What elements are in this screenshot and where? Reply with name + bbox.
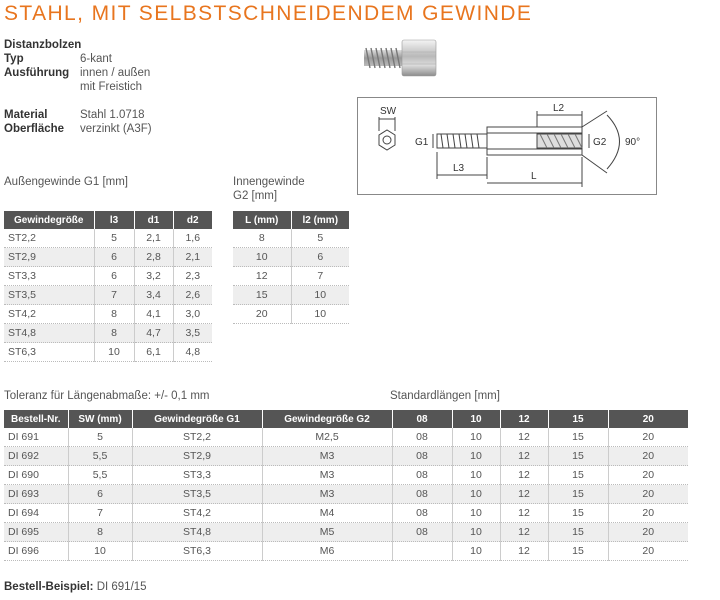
table-cell: 1,6: [173, 229, 212, 248]
table-row: [4, 267, 212, 286]
hex-body: [402, 40, 436, 76]
table-cell: 8: [94, 324, 134, 343]
table-cell: 10: [452, 447, 500, 466]
table-cell: 10: [291, 305, 349, 324]
table-cell: 4,8: [173, 343, 212, 362]
table-row: [4, 343, 212, 362]
spec-row: [4, 52, 204, 66]
order-table: [4, 410, 688, 561]
table-cell: DI 696: [4, 542, 68, 561]
table-cell: M2,5: [262, 428, 392, 447]
table-cell: ST3,3: [132, 466, 262, 485]
technical-drawing: [357, 97, 657, 195]
table-cell: 20: [233, 305, 291, 324]
table-cell: 10: [452, 428, 500, 447]
table-cell: 10: [452, 542, 500, 561]
spec-key: Oberfläche: [4, 123, 65, 135]
table-cell: M5: [262, 523, 392, 542]
table-header-row: [4, 211, 212, 229]
product-image: [360, 34, 440, 84]
table2-caption-line2: G2 [mm]: [233, 190, 278, 202]
column-header: 20: [608, 410, 688, 428]
table-cell: DI 695: [4, 523, 68, 542]
table-cell: ST2,2: [132, 428, 262, 447]
table-cell: M6: [262, 542, 392, 561]
table-row: [233, 267, 349, 286]
table-cell: 10: [68, 542, 132, 561]
column-header: d1: [134, 211, 173, 229]
label-g2: G2: [593, 137, 607, 148]
table-cell: [392, 542, 452, 561]
table-cell: 15: [548, 428, 608, 447]
table-header-row: [4, 410, 688, 428]
table-cell: 5,5: [68, 447, 132, 466]
column-header: l2 (mm): [291, 211, 349, 229]
table-cell: ST2,2: [4, 229, 94, 248]
table-cell: ST3,3: [4, 267, 94, 286]
table-row: [233, 229, 349, 248]
table-cell: ST3,5: [132, 485, 262, 504]
table-cell: M3: [262, 466, 392, 485]
table-cell: 8: [68, 523, 132, 542]
table-cell: 08: [392, 447, 452, 466]
spec-value: innen / außen: [80, 67, 151, 79]
table-cell: ST4,8: [4, 324, 94, 343]
spec-row: [4, 66, 204, 80]
table-cell: 15: [548, 523, 608, 542]
table-cell: 12: [500, 504, 548, 523]
table-cell: ST2,9: [132, 447, 262, 466]
table-cell: 20: [608, 447, 688, 466]
column-header: 15: [548, 410, 608, 428]
table-cell: 6: [291, 248, 349, 267]
table-row: [4, 324, 212, 343]
table-cell: DI 690: [4, 466, 68, 485]
table-cell: ST3,5: [4, 286, 94, 305]
table-cell: DI 693: [4, 485, 68, 504]
table-cell: 08: [392, 504, 452, 523]
table-row: [233, 248, 349, 267]
table-cell: ST2,9: [4, 248, 94, 267]
table-cell: 20: [608, 428, 688, 447]
table-cell: ST4,8: [132, 523, 262, 542]
table-cell: ST6,3: [4, 343, 94, 362]
table-cell: 08: [392, 523, 452, 542]
table-row: [4, 428, 688, 447]
spec-row: [4, 38, 204, 52]
spec-key: Ausführung: [4, 67, 70, 79]
table-cell: 8: [94, 305, 134, 324]
table1-caption: Außengewinde G1 [mm]: [4, 176, 129, 188]
label-angle: 90°: [625, 137, 641, 148]
spec-row: [4, 122, 204, 136]
table-cell: 5: [68, 428, 132, 447]
external-thread-table: [4, 211, 212, 362]
table-row: [233, 286, 349, 305]
table-cell: 12: [233, 267, 291, 286]
column-header: 12: [500, 410, 548, 428]
column-header: L (mm): [233, 211, 291, 229]
spec-row: [4, 108, 204, 122]
table-row: [233, 305, 349, 324]
table-cell: 5,5: [68, 466, 132, 485]
page-title: STAHL, MIT SELBSTSCHNEIDENDEM GEWINDE: [4, 2, 533, 25]
table-cell: DI 694: [4, 504, 68, 523]
spec-value: 6-kant: [80, 53, 112, 65]
label-sw: SW: [380, 106, 397, 117]
table-cell: DI 692: [4, 447, 68, 466]
table-row: [4, 229, 212, 248]
table-cell: 7: [94, 286, 134, 305]
table-cell: 12: [500, 466, 548, 485]
table-row: [4, 447, 688, 466]
spec-block: [4, 38, 204, 138]
spec-value: mit Freistich: [80, 81, 142, 93]
spec-key: Distanzbolzen: [4, 39, 82, 51]
table-cell: 3,0: [173, 305, 212, 324]
table-cell: DI 691: [4, 428, 68, 447]
label-l2: L2: [553, 103, 565, 114]
table-header-row: [233, 211, 349, 229]
table-cell: 7: [68, 504, 132, 523]
table-cell: 2,6: [173, 286, 212, 305]
table-row: [4, 542, 688, 561]
table-row: [4, 248, 212, 267]
column-header: Gewindegröße G1: [132, 410, 262, 428]
order-example: [4, 581, 147, 593]
table-cell: 12: [500, 428, 548, 447]
table-cell: 3,2: [134, 267, 173, 286]
table-cell: 2,1: [173, 248, 212, 267]
table-cell: M3: [262, 485, 392, 504]
table-cell: 5: [94, 229, 134, 248]
column-header: Gewindegröße G2: [262, 410, 392, 428]
table-cell: 10: [233, 248, 291, 267]
table-cell: 10: [452, 485, 500, 504]
table-cell: 10: [94, 343, 134, 362]
column-header: 10: [452, 410, 500, 428]
table-cell: 6,1: [134, 343, 173, 362]
label-g1: G1: [415, 137, 429, 148]
table-cell: 5: [291, 229, 349, 248]
table-cell: 6: [68, 485, 132, 504]
column-header: d2: [173, 211, 212, 229]
table-cell: 15: [548, 447, 608, 466]
table-row: [4, 523, 688, 542]
table-cell: 08: [392, 466, 452, 485]
table-cell: 2,8: [134, 248, 173, 267]
table-cell: 20: [608, 523, 688, 542]
table-cell: 20: [608, 485, 688, 504]
table-cell: M4: [262, 504, 392, 523]
table-cell: 2,1: [134, 229, 173, 248]
table-cell: 4,1: [134, 305, 173, 324]
table-cell: 15: [548, 466, 608, 485]
spec-value: verzinkt (A3F): [80, 123, 152, 135]
table-cell: ST4,2: [4, 305, 94, 324]
table-row: [4, 485, 688, 504]
table-cell: 10: [452, 523, 500, 542]
column-header: l3: [94, 211, 134, 229]
table-cell: ST6,3: [132, 542, 262, 561]
table2-caption-line1: Innengewinde: [233, 176, 305, 188]
table-cell: 6: [94, 267, 134, 286]
label-l3: L3: [453, 163, 465, 174]
table-cell: 3,4: [134, 286, 173, 305]
column-header: 08: [392, 410, 452, 428]
column-header: Gewindegröße: [4, 211, 94, 229]
label-l: L: [531, 171, 537, 182]
standard-lengths-caption: Standardlängen [mm]: [390, 390, 500, 402]
tolerance-note: Toleranz für Längenabmaße: +/- 0,1 mm: [4, 390, 210, 402]
threaded-stud: [364, 48, 404, 68]
table-row: [4, 286, 212, 305]
table-row: [4, 305, 212, 324]
table-cell: 12: [500, 485, 548, 504]
table-cell: 10: [452, 504, 500, 523]
spec-key: Material: [4, 109, 48, 121]
table-cell: M3: [262, 447, 392, 466]
spec-value: Stahl 1.0718: [80, 109, 145, 121]
table-cell: 2,3: [173, 267, 212, 286]
column-header: Bestell-Nr.: [4, 410, 68, 428]
table-cell: 10: [291, 286, 349, 305]
table-cell: 15: [548, 504, 608, 523]
table-row: [4, 466, 688, 485]
table-cell: 12: [500, 523, 548, 542]
spec-key: Typ: [4, 53, 24, 65]
table-cell: 15: [548, 485, 608, 504]
table-cell: 15: [548, 542, 608, 561]
table-cell: 10: [452, 466, 500, 485]
table-cell: ST4,2: [132, 504, 262, 523]
order-example-value: DI 691/15: [96, 581, 147, 593]
internal-thread-table: [233, 211, 349, 324]
table-row: [4, 504, 688, 523]
table-cell: 12: [500, 542, 548, 561]
order-example-label: Bestell-Beispiel:: [4, 581, 94, 593]
column-header: SW (mm): [68, 410, 132, 428]
spec-row: [4, 80, 204, 94]
table-cell: 12: [500, 447, 548, 466]
table-cell: 20: [608, 466, 688, 485]
table-cell: 8: [233, 229, 291, 248]
table-cell: 3,5: [173, 324, 212, 343]
table-cell: 6: [94, 248, 134, 267]
table-cell: 20: [608, 504, 688, 523]
table-cell: 08: [392, 428, 452, 447]
table-cell: 7: [291, 267, 349, 286]
table-cell: 4,7: [134, 324, 173, 343]
table-cell: 08: [392, 485, 452, 504]
table-cell: 15: [233, 286, 291, 305]
table-cell: 20: [608, 542, 688, 561]
